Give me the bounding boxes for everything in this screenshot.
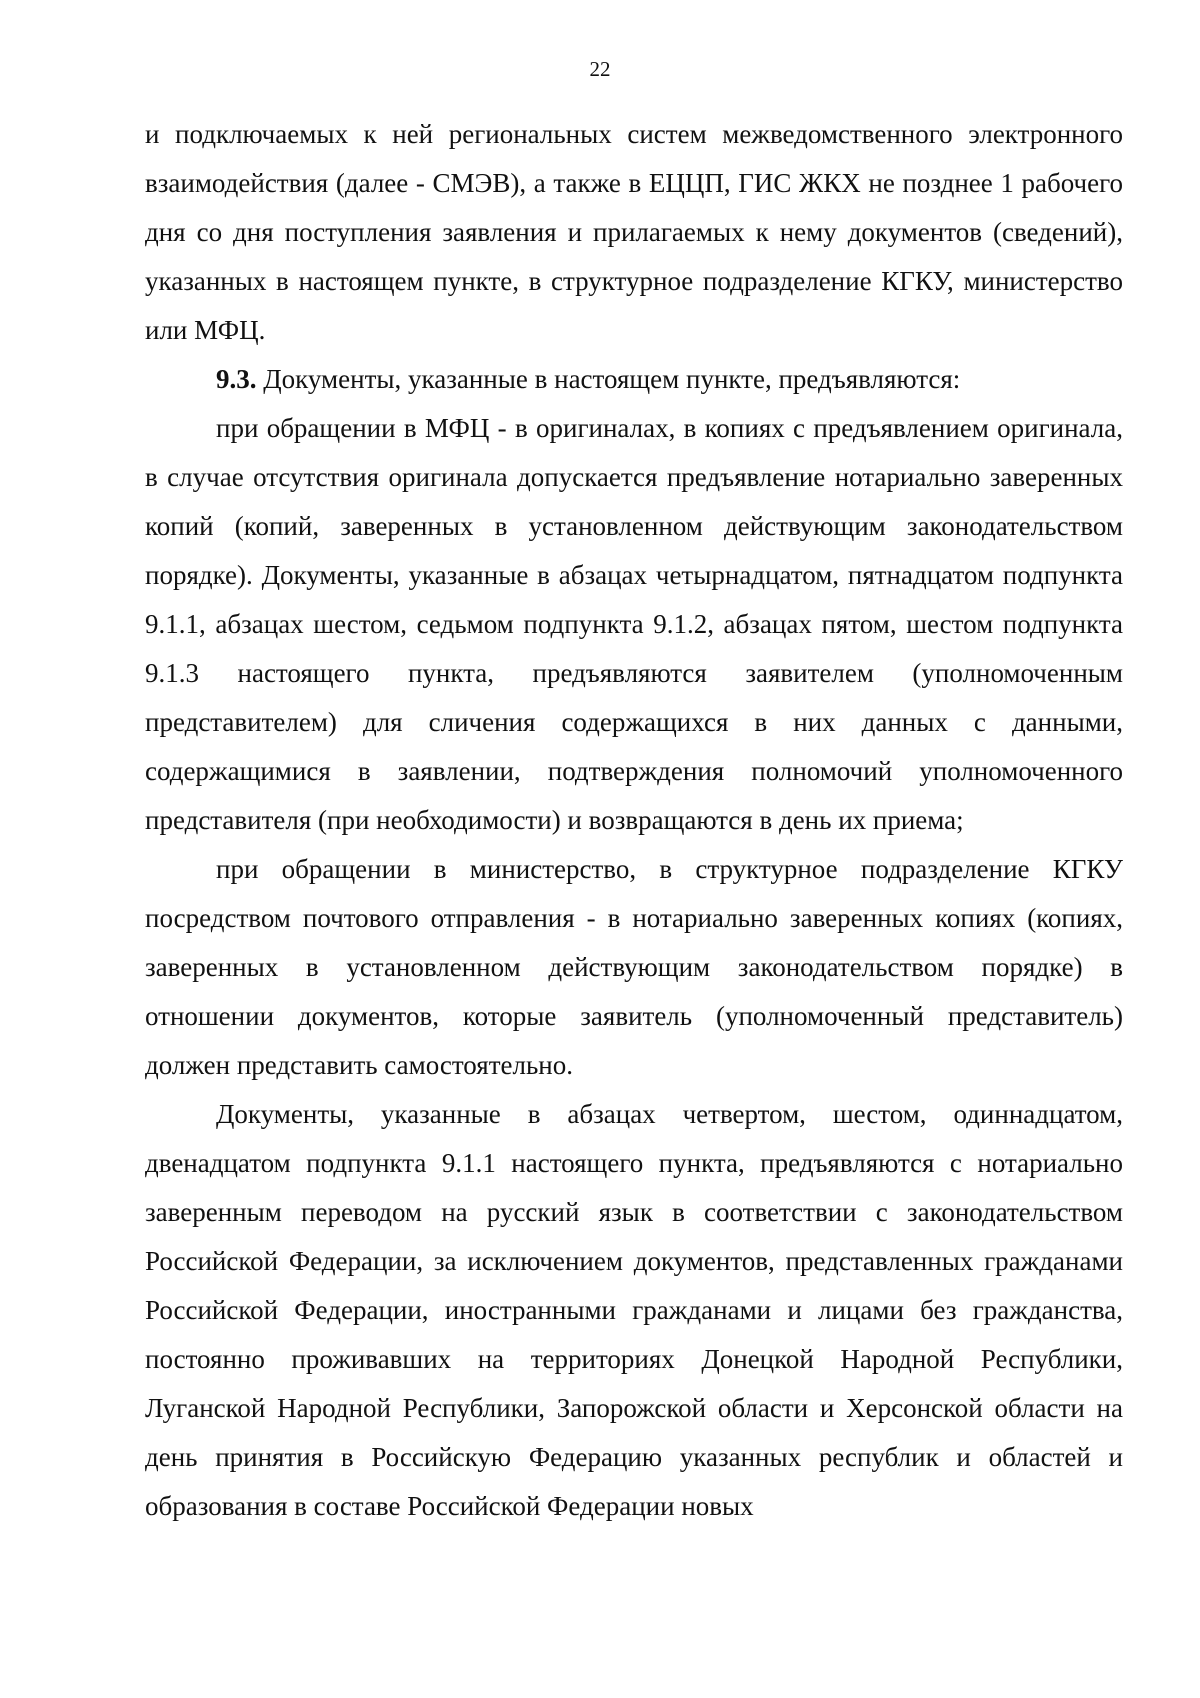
document-body bbox=[145, 110, 1123, 1531]
page-number: 22 bbox=[589, 57, 611, 81]
paragraph-continuation: и подключаемых к ней региональных систем межведомственного электронного взаимодействия (далее - СМЭВ), а также в ЕЦЦП, ГИС ЖКХ не позднее 1 рабочего дня со дня поступления заявления и прилагаемых к нему документов (сведений), указанных в настоящем пункте, в структурное подразделение КГКУ, министерство или МФЦ. bbox=[145, 119, 1123, 345]
paragraph-ministry: при обращении в министерство, в структурное подразделение КГКУ посредством почтового отправления - в нотариально заверенных копиях (копиях, заверенных в установленном действующим законодательством порядке) в отношении документов, которые заявитель (уполномоченный представитель) должен представить самостоятельно. bbox=[145, 854, 1123, 1080]
clause-number: 9.3. bbox=[216, 364, 257, 394]
paragraph-9-3 bbox=[145, 355, 1123, 404]
paragraph-translation: Документы, указанные в абзацах четвертом, шестом, одиннадцатом, двенадцатом подпункта 9.1.1 настоящего пункта, предъявляются с нотариально заверенным переводом на русский язык в соответствии с законодательством Российской Федерации, за исключением документов, представленных гражданами Российской Федерации, иностранными гражданами и лицами без гражданства, постоянно проживавших на территориях Донецкой Народной Республики, Луганской Народной Республики, Запорожской области и Херсонской области на день принятия в Российскую Федерацию указанных республик и областей и образования в составе Российской Федерации новых bbox=[145, 1099, 1123, 1521]
clause-text: Документы, указанные в настоящем пункте, предъявляются: bbox=[256, 364, 961, 394]
paragraph-mfc: при обращении в МФЦ - в оригиналах, в копиях с предъявлением оригинала, в случае отсутствия оригинала допускается предъявление нотариально заверенных копий (копий, заверенных в установленном действующим законодательством порядке). Документы, указанные в абзацах четырнадцатом, пятнадцатом подпункта 9.1.1, абзацах шестом, седьмом подпункта 9.1.2, абзацах пятом, шестом подпункта 9.1.3 настоящего пункта, предъявляются заявителем (уполномоченным представителем) для сличения содержащихся в них данных с данными, содержащимися в заявлении, подтверждения полномочий уполномоченного представителя (при необходимости) и возвращаются в день их приема; bbox=[145, 413, 1123, 835]
